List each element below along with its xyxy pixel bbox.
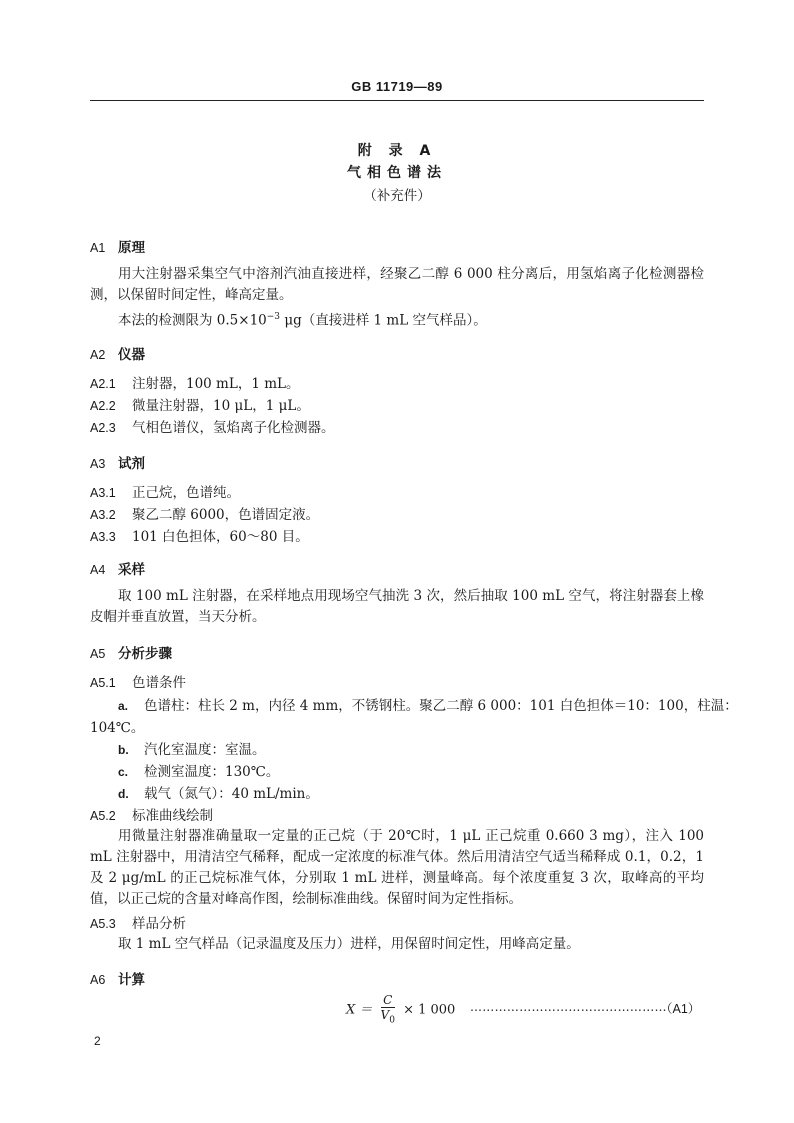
section-a2-heading [90, 343, 145, 363]
section-a3-heading [90, 452, 145, 472]
item-text: 正己烷，色谱纯。 [132, 485, 240, 501]
item-text: 色谱柱：柱长 2 m，内径 4 mm，不锈钢柱。聚乙二醇 6 000：101 白色担体＝10：100，柱温： [144, 698, 738, 714]
appendix-label: 附 录 A [357, 143, 437, 159]
section-a1-heading [90, 236, 145, 256]
section-a4-heading [90, 558, 145, 578]
detection-limit-unit: μg（直接进样 1 mL 空气样品）。 [280, 312, 487, 329]
a5-2-heading [90, 804, 213, 824]
a1-paragraph-1: 用大注射器采集空气中溶剂汽油直接进样，经聚乙二醇 6 000 柱分离后，用氢焰离子化检测器检测，以保留时间定性，峰高定量。 [90, 266, 704, 303]
section-title: 分析步骤 [118, 646, 172, 662]
a2-item-2 [90, 394, 310, 414]
a1-paragraph-2 [90, 307, 704, 332]
item-text: 聚乙二醇 6000，色谱固定液。 [132, 507, 320, 523]
condition-d [118, 782, 319, 802]
a3-item-2 [90, 503, 319, 523]
subsection-number: A5.1 [90, 676, 116, 690]
formula-fraction [381, 993, 395, 1027]
standard-code: GB 11719—89 [351, 79, 443, 94]
a2-item-3 [90, 416, 335, 436]
subsection-number: A5.3 [90, 917, 116, 931]
item-text: 载气（氮气）：40 mL/min。 [144, 786, 319, 802]
item-label: a. [118, 699, 129, 713]
detection-limit-text: 本法的检测限为 0.5×10 [118, 312, 267, 329]
section-title: 计算 [118, 972, 145, 988]
section-number: A4 [90, 563, 106, 577]
a5-2-paragraph: 用微量注射器准确量取一定量的正己烷（于 20℃时，1 μL 正己烷重 0.660 3 mg），注入 100 mL 注射器中，用清洁空气稀释，配成一定浓度的标准气体。然后用清洁空气适当稀释成 0.1，0.2，1 及 2 μg/mL 的正己烷标准气体，分别取 1 mL 进样，测量峰高。每个浓度重复 3 次，取峰高的平均值，以正己烷的含量对峰高作图，绘制标准曲线。保留时间为定性指标。 [90, 828, 704, 907]
formula-leader-dots: ………………………………………… [470, 1000, 667, 1014]
item-text: 微量注射器，10 μL，1 μL。 [132, 398, 310, 414]
condition-a-continued: 104℃。 [90, 720, 145, 736]
subsection-title: 标准曲线绘制 [132, 808, 213, 824]
formula-lhs: X ＝ [346, 1002, 373, 1018]
item-label: d. [118, 787, 129, 801]
section-number: A6 [90, 973, 106, 987]
item-text: 汽化室温度：室温。 [144, 742, 266, 758]
section-title: 试剂 [118, 456, 145, 472]
subsection-title: 色谱条件 [132, 675, 186, 691]
a5-1-heading [90, 671, 186, 691]
section-a6-heading [90, 968, 145, 988]
a5-3-paragraph: 取 1 mL 空气样品（记录温度及压力）进样，用保留时间定性，用峰高定量。 [118, 936, 580, 952]
section-number: A2 [90, 348, 106, 362]
a5-3-heading [90, 912, 186, 932]
section-title: 原理 [118, 240, 145, 256]
item-number: A2.1 [90, 377, 116, 391]
section-number: A3 [90, 457, 106, 471]
subsection-title: 样品分析 [132, 916, 186, 932]
condition-c [118, 760, 279, 780]
page-number: 2 [94, 1034, 101, 1048]
item-number: A3.2 [90, 508, 116, 522]
item-number: A2.3 [90, 421, 116, 435]
subsection-number: A5.2 [90, 809, 116, 823]
denominator-symbol: V [380, 1008, 390, 1022]
denominator-subscript: 0 [389, 1015, 395, 1026]
item-number: A2.2 [90, 399, 116, 413]
item-text: 注射器，100 mL，1 mL。 [132, 376, 300, 392]
appendix-note: （补充件） [363, 188, 431, 204]
item-text: 气相色谱仪，氢焰离子化检测器。 [132, 420, 335, 436]
formula-a1 [346, 993, 455, 1027]
section-number: A5 [90, 647, 106, 661]
formula-rhs: × 1 000 [403, 1002, 456, 1018]
a2-item-1 [90, 372, 299, 392]
condition-a [118, 694, 738, 714]
a3-item-3 [90, 525, 309, 545]
item-text: 检测室温度：130℃。 [144, 764, 280, 780]
formula-denominator [381, 1008, 395, 1027]
item-label: b. [118, 743, 129, 757]
item-text: 101 白色担体，60～80 目。 [132, 529, 309, 545]
condition-b [118, 738, 266, 758]
item-label: c. [118, 765, 129, 779]
header-rule [90, 100, 704, 101]
section-a5-heading [90, 642, 172, 662]
formula-numerator: C [381, 993, 395, 1008]
formula-reference: （A1） [660, 1002, 701, 1016]
item-number: A3.1 [90, 486, 116, 500]
item-number: A3.3 [90, 530, 116, 544]
section-number: A1 [90, 241, 106, 255]
section-title: 采样 [118, 562, 145, 578]
a3-item-1 [90, 481, 240, 501]
detection-limit-exponent: −3 [266, 312, 281, 322]
appendix-title: 气相色谱法 [347, 165, 447, 181]
section-title: 仪器 [118, 347, 145, 363]
a4-paragraph-1: 取 100 mL 注射器，在采样地点用现场空气抽洗 3 次，然后抽取 100 mL 空气，将注射器套上橡皮帽并垂直放置，当天分析。 [90, 588, 704, 625]
